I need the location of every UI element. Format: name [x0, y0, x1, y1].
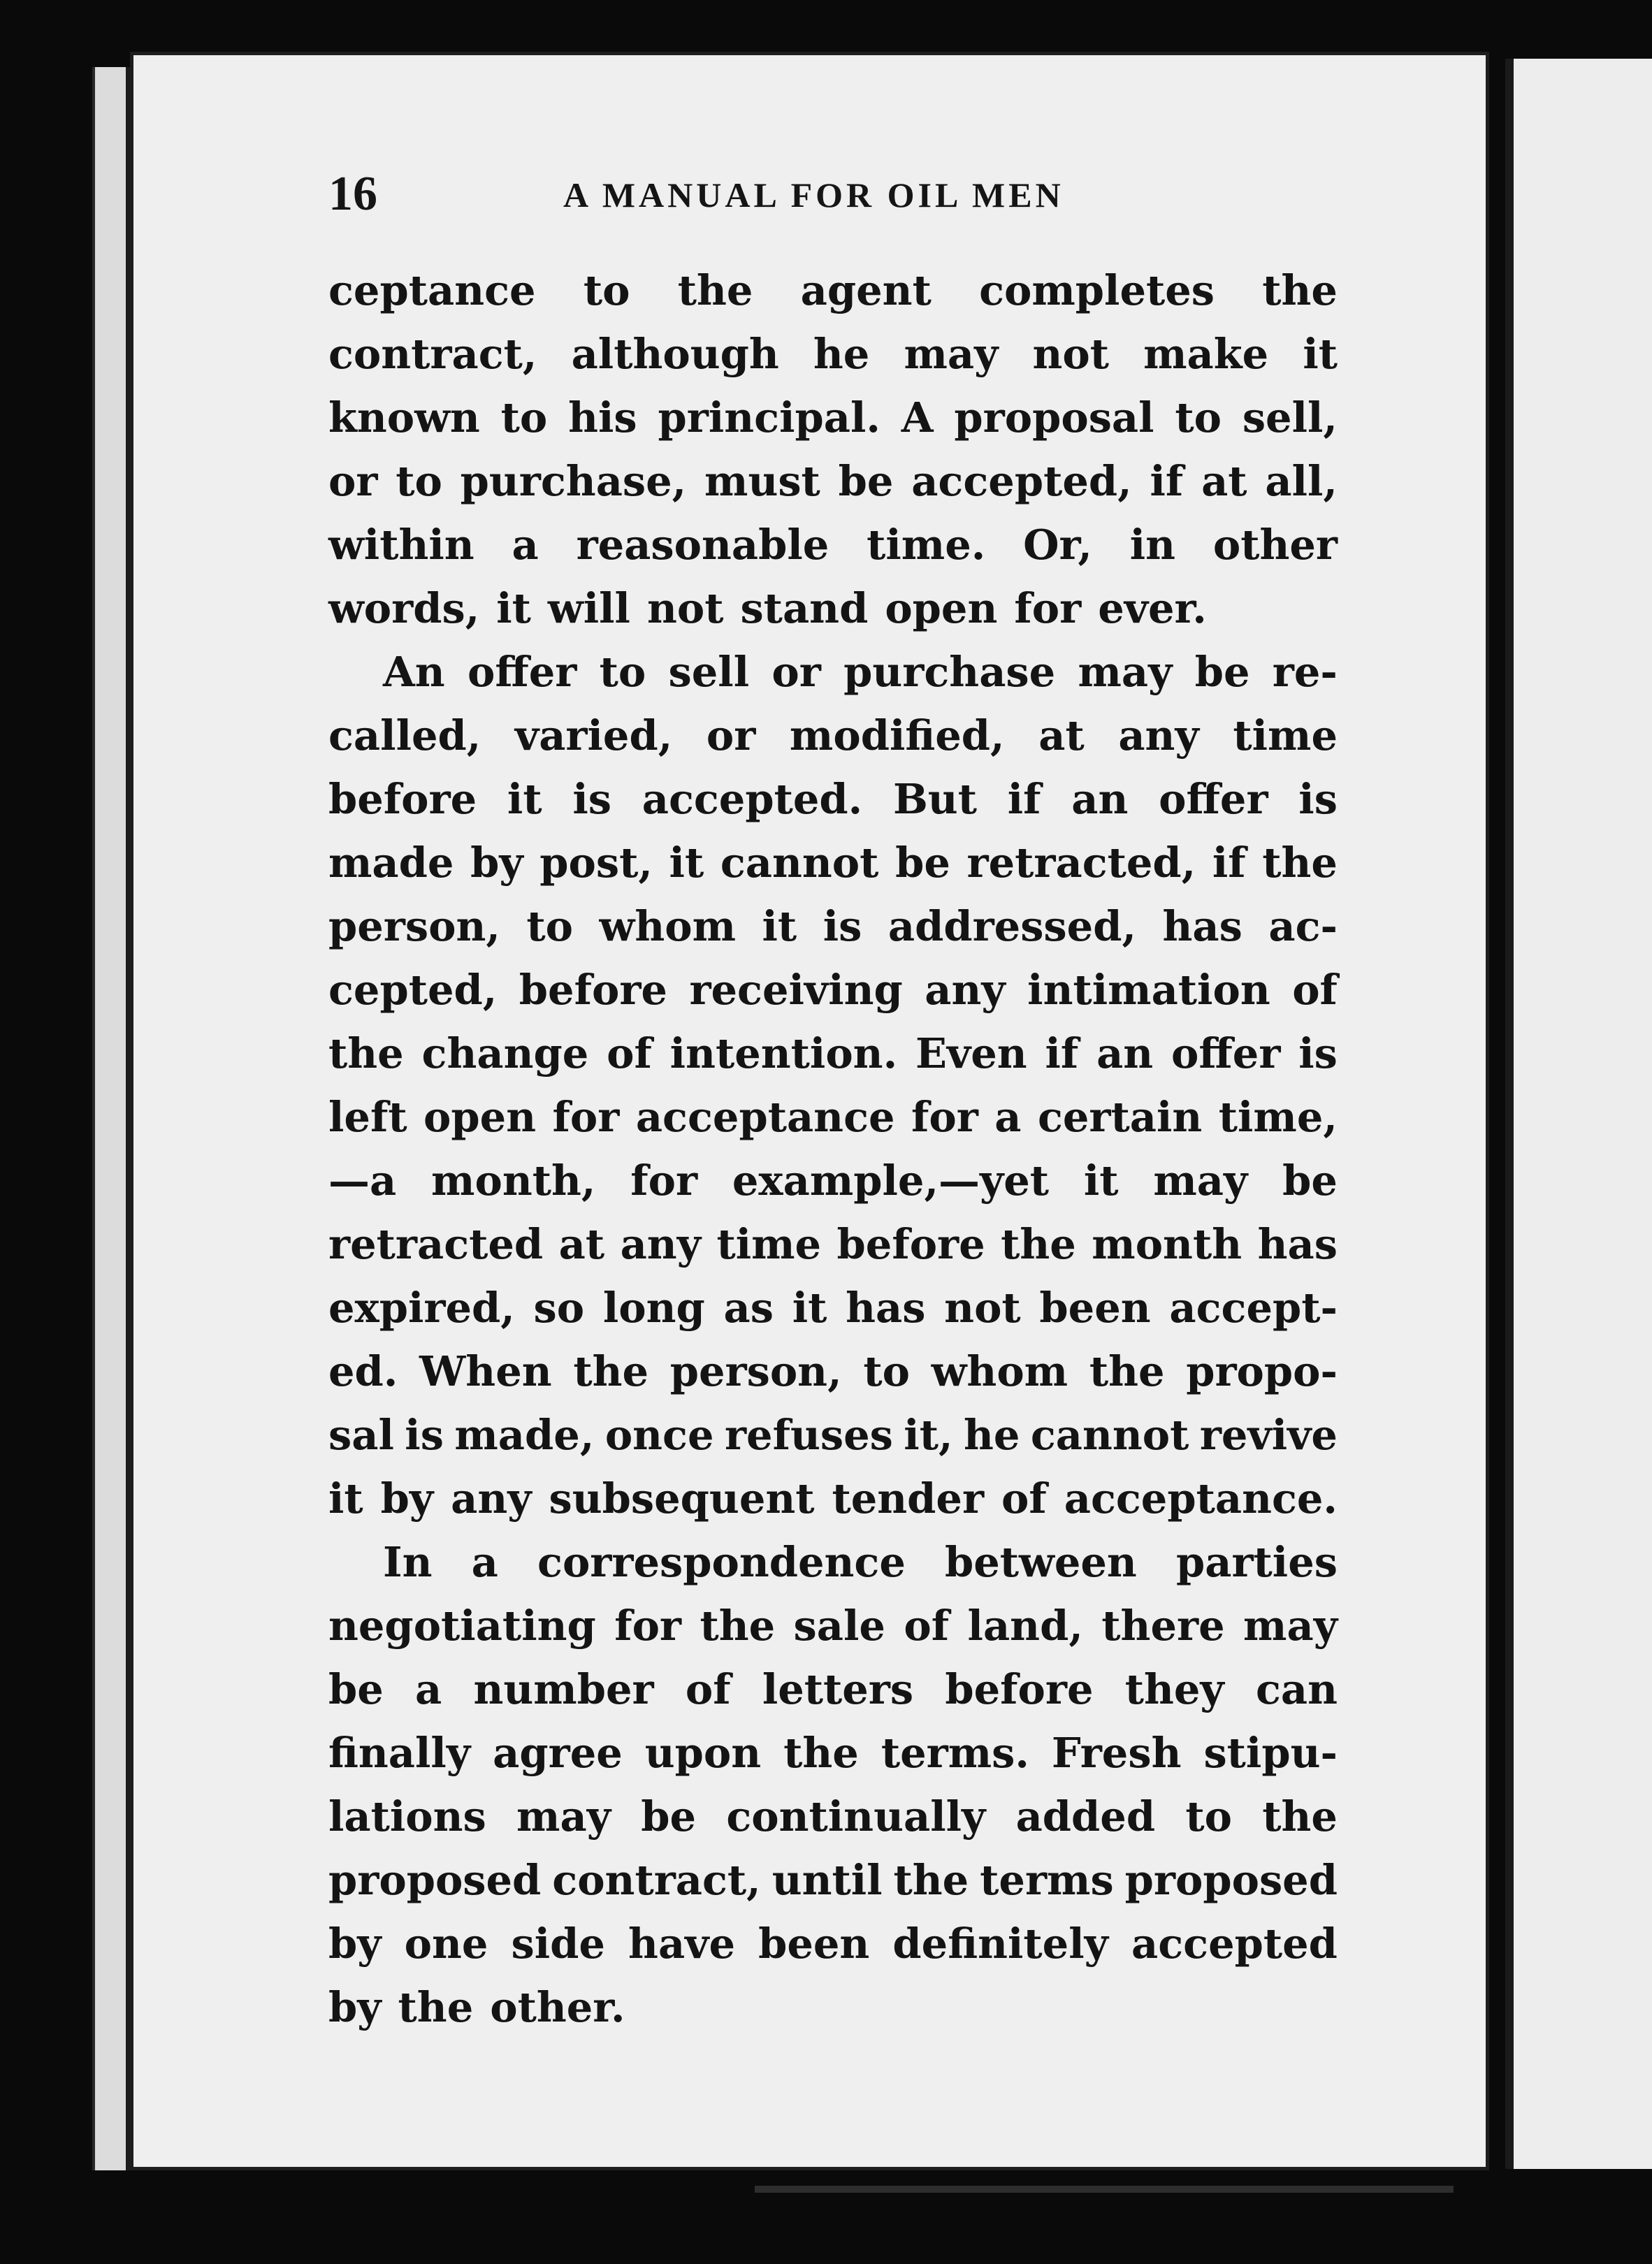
text-line: person, to whom it is addressed, has ac-	[328, 902, 1338, 950]
text-line: words, it will not stand open for ever.	[328, 584, 1207, 632]
text-line: left open for acceptance for a certain time,	[328, 1093, 1338, 1141]
text-line: before it is accepted. But if an offer is	[328, 775, 1338, 823]
text-line: by one side have been definitely accepted	[328, 1920, 1338, 1968]
text-line: finally agree upon the terms. Fresh stipu-	[328, 1729, 1338, 1777]
paragraph-3	[328, 1530, 1338, 2039]
text-line: sal is made, once refuses it, he cannot revive	[328, 1411, 1338, 1459]
page-header	[328, 166, 1097, 222]
text-line: it by any subsequent tender of acceptance.	[328, 1474, 1338, 1523]
text-line: by the other.	[328, 1983, 625, 2031]
page-bottom-shadow	[755, 2186, 1454, 2193]
text-line: —a month, for example,—yet it may be	[328, 1156, 1338, 1205]
text-line: ceptance to the agent completes the	[328, 266, 1338, 314]
text-line: made by post, it cannot be retracted, if the	[328, 839, 1338, 887]
text-line: retracted at any time before the month has	[328, 1220, 1338, 1268]
text-line: contract, although he may not make it	[328, 330, 1338, 378]
text-line: proposed contract, until the terms proposed	[328, 1856, 1338, 1904]
text-line: or to purchase, must be accepted, if at all,	[328, 457, 1338, 505]
facing-page-edge	[1505, 59, 1652, 2169]
book-spine-edge	[92, 67, 130, 2170]
body-text	[328, 259, 1338, 2039]
running-head: A MANUAL FOR OIL MEN	[563, 175, 1064, 215]
paragraph-1	[328, 259, 1338, 640]
paragraph-2	[328, 640, 1338, 1530]
text-line: within a reasonable time. Or, in other	[328, 521, 1338, 569]
text-line: be a number of letters before they can	[328, 1665, 1338, 1713]
text-line: known to his principal. A proposal to sell,	[328, 393, 1338, 442]
text-line: An offer to sell or purchase may be re-	[383, 648, 1338, 696]
text-line: ed. When the person, to whom the propo-	[328, 1347, 1338, 1395]
text-line: lations may be continually added to the	[328, 1792, 1338, 1841]
text-line: In a correspondence between parties	[383, 1538, 1338, 1586]
text-line: cepted, before receiving any intimation of	[328, 966, 1338, 1014]
text-line: negotiating for the sale of land, there may	[328, 1602, 1338, 1650]
page-number: 16	[328, 167, 377, 221]
text-line: expired, so long as it has not been accept-	[328, 1284, 1338, 1332]
text-line: the change of intention. Even if an offer is	[328, 1029, 1338, 1077]
text-line: called, varied, or modified, at any time	[328, 711, 1338, 760]
